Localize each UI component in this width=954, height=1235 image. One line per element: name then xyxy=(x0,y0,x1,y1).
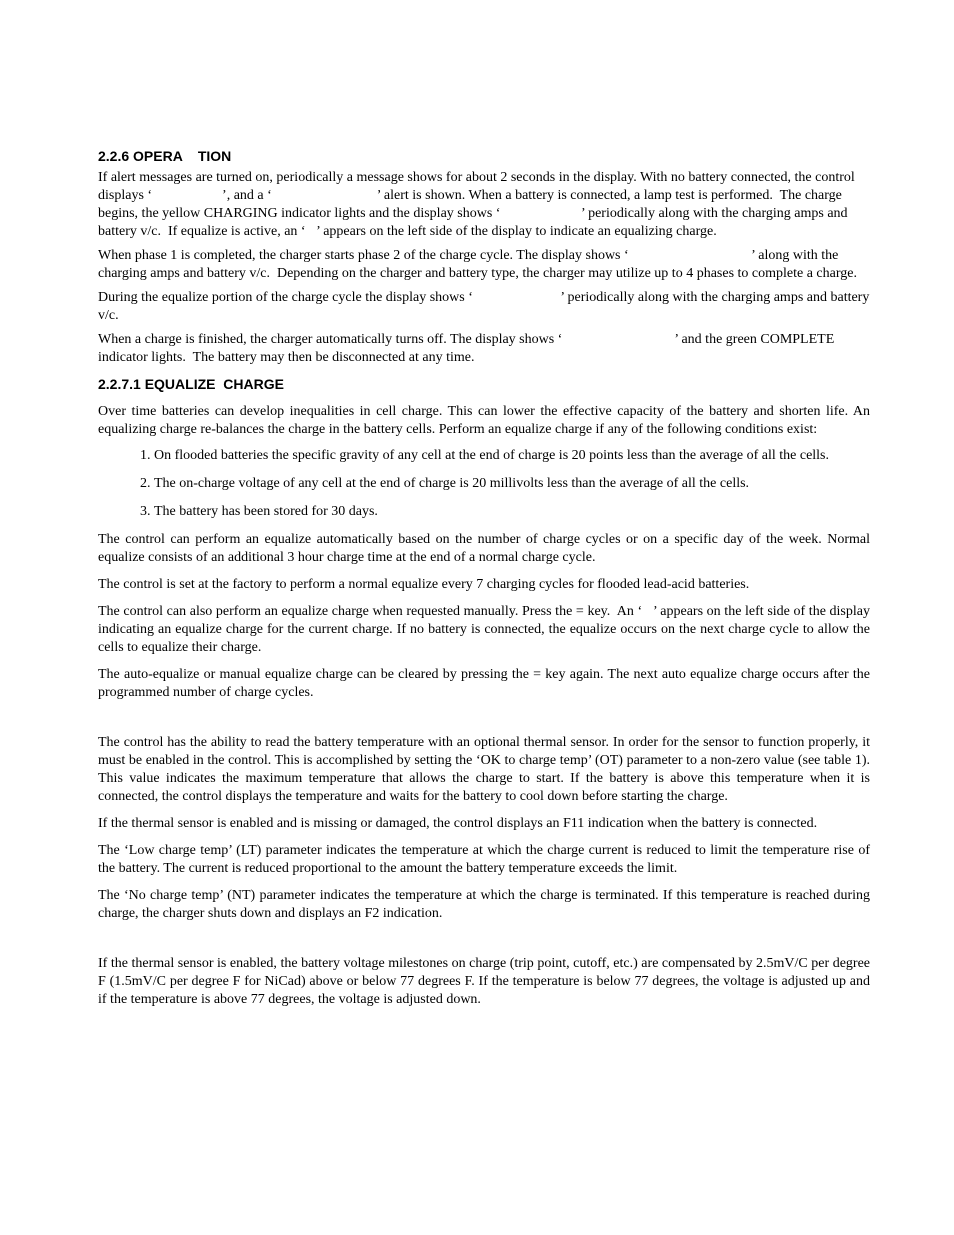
paragraph: The control is set at the factory to perform a normal equalize every 7 charging cycles for flooded lead-acid batteries. xyxy=(98,577,750,592)
section-gap xyxy=(98,929,870,955)
paragraph: The control can also perform an equalize charge when requested manually. Press the = key. An ‘ ’ appears on the left side of the display indicating an equalize charge for the current charge. If no battery is connected, the equalize occurs on the next charge cycle to allow the cells to equalize their charge. xyxy=(98,604,874,655)
paragraph: The control can perform an equalize automatically based on the number of charge cycles or on a specific day of the week. Normal equalize consists of an additional 3 hour charge time at the end of a normal charge cycle. xyxy=(98,532,870,565)
section-heading-equalize-charge: 2.2.7.1 EQUALIZE CHARGE xyxy=(98,376,284,392)
section-heading-operation: 2.2.6 OPERA TION xyxy=(98,148,232,164)
section-gap xyxy=(98,708,870,734)
paragraph: The control has the ability to read the battery temperature with an optional thermal sensor. In order for the sensor to function properly, it must be enabled in the control. This is accomplished by setting the ‘OK to charge temp’ (OT) parameter to a non-zero value (see table 1). This value indicates the maximum temperature that allows the charge to start. If the battery is above this temperature when it is connected, the control displays the temperature and waits for the battery to cool down before starting the charge. xyxy=(98,735,870,804)
paragraph: When a charge is finished, the charger automatically turns off. The display shows ‘ ’ and the green COMPLETE indicator lights. The battery may then be disconnected at any time. xyxy=(98,332,838,365)
paragraph: When phase 1 is completed, the charger starts phase 2 of the charge cycle. The display shows ‘ ’ along with the charging amps and battery v/c. Depending on the charger and battery type, the charger may utilize up to 4 phases to complete a charge. xyxy=(98,248,857,281)
list-item: 3. The battery has been stored for 30 days. xyxy=(154,503,870,521)
paragraph: The ‘No charge temp’ (NT) parameter indicates the temperature at which the charge is terminated. If this temperature is reached during charge, the charger shuts down and displays an F2 indication. xyxy=(98,888,870,921)
list-item: 1. On flooded batteries the specific gravity of any cell at the end of charge is 20 points less than the average of all the cells. xyxy=(154,447,870,465)
conditions-list xyxy=(98,447,870,521)
paragraph: During the equalize portion of the charge cycle the display shows ‘ ’ periodically along with the charging amps and battery v/c. xyxy=(98,290,873,323)
paragraph: If the thermal sensor is enabled and is missing or damaged, the control displays an F11 indication when the battery is connected. xyxy=(98,816,818,831)
paragraph: The auto-equalize or manual equalize charge can be cleared by pressing the = key again. The next auto equalize charge occurs after the programmed number of charge cycles. xyxy=(98,667,870,700)
paragraph: If the thermal sensor is enabled, the battery voltage milestones on charge (trip point, cutoff, etc.) are compensated by 2.5mV/C per degree F (1.5mV/C per degree F for NiCad) above or below 77 degrees F. If the temperature is below 77 degrees, the voltage is adjusted up and if the temperature is above 77 degrees, the voltage is adjusted down. xyxy=(98,956,870,1007)
paragraph: If alert messages are turned on, periodically a message shows for about 2 seconds in the display. With no battery connected, the control displays ‘ ’, and a ‘ ’ alert is shown. When a battery is connected, a lamp test is performed. The charge begins, the yellow CHARGING indicator lights and the display shows ‘ ’ periodically along with the charging amps and battery v/c. If equalize is active, an ‘ ’ appears on the left side of the display to indicate an equalizing charge. xyxy=(98,170,859,239)
document-body xyxy=(98,147,874,1015)
list-item: 2. The on-charge voltage of any cell at the end of charge is 20 millivolts less than the average of all the cells. xyxy=(154,475,870,493)
paragraph: The ‘Low charge temp’ (LT) parameter indicates the temperature at which the charge current is reduced to limit the temperature rise of the battery. The current is reduced proportional to the amount the battery temperature exceeds the limit. xyxy=(98,843,870,876)
paragraph: Over time batteries can develop inequalities in cell charge. This can lower the effective capacity of the battery and shorten life. An equalizing charge re-balances the charge in the battery cells. Perform an equalize charge if any of the following conditions exist: xyxy=(98,404,870,437)
